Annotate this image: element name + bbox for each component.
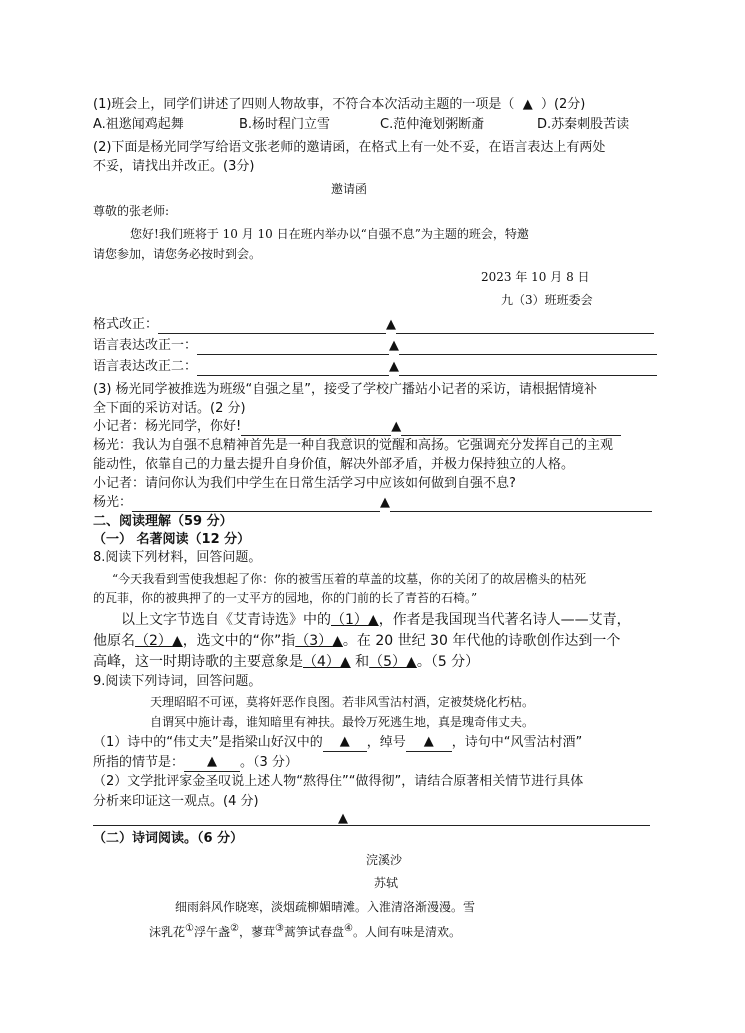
blank-5[interactable]: （5）▲ (369, 654, 417, 670)
question-1-stem: (1)班会上，同学们讲述了四则人物故事，不符合本次活动主题的一项是（ ▲ ）(2分) (93, 97, 586, 112)
footnote-mark: ① (185, 923, 194, 934)
answer-mark: ▲ (389, 338, 400, 353)
poem-title: 浣溪沙 (366, 853, 403, 867)
question-8-stem: 8.阅读下列材料，回答问题。 (93, 550, 262, 565)
letter-signer: 九（3）班班委会 (501, 293, 593, 307)
answer-blank[interactable] (158, 333, 386, 334)
answer-blank[interactable] (197, 354, 389, 355)
question-3-line: (3) 杨光同学被推选为班级“自强之星”，接受了学校广播站小记者的采访，请根据情境补 (93, 382, 598, 397)
blank-3[interactable]: （3）▲ (295, 633, 343, 649)
poem-line: 自谓冥中施计毒，谁知暗里有神扶。最怜万死逃生地，真是瑰奇伟丈夫。 (150, 715, 535, 729)
answer-mark: ▲ (389, 359, 400, 374)
poem-author: 苏轼 (374, 876, 399, 890)
interview-reporter-line: 小记者：请问你认为我们中学生在日常生活学习中应该如何做到自强不息? (93, 476, 516, 491)
poem-line: 沫乳花①浮午盏②，蓼茸③蒿笋试春盘④。人间有味是清欢。 (149, 923, 461, 939)
question-8-text: 以上文字节选自《艾青诗选》中的（1）▲，作者是我国现当代著名诗人——艾青， (121, 612, 631, 628)
letter-date: 2023 年 10 月 8 日 (481, 270, 590, 284)
answer-mark: ▲ (522, 97, 533, 112)
answer-mark: ▲ (391, 419, 402, 434)
interview-reporter-line: 小记者：杨光同学，你好! ▲ (93, 418, 621, 436)
answer-blank[interactable] (399, 375, 657, 376)
footnote-mark: ④ (343, 923, 353, 934)
question-1-option-b: B.杨时程门立雪 (239, 117, 331, 132)
blank-4[interactable]: （4）▲ (303, 654, 351, 670)
answer-blank[interactable]: ▲ (323, 733, 367, 752)
letter-title: 邀请函 (331, 182, 368, 196)
answer-blank[interactable] (396, 333, 654, 334)
language-fix-row-2: 语言表达改正二： ▲ (93, 358, 657, 376)
subsection-title: （一） 名著阅读（12 分） (93, 532, 251, 547)
format-fix-row: 格式改正： ▲ (93, 316, 654, 334)
question-9-part-2: （2）文学批评家金圣叹说上述人物“熬得住”“做得彻”，请结合原著相关情节进行具体 (93, 774, 584, 789)
footnote-mark: ③ (274, 923, 284, 934)
question-3-line: 全下面的采访对话。(2 分) (93, 401, 246, 416)
question-1-option-c: C.范仲淹划粥断齑 (380, 117, 485, 132)
answer-blank[interactable] (197, 375, 389, 376)
question-2-line: (2)下面是杨光同学写给语文张老师的邀请函，在格式上有一处不妥，在语言表达上有两处 (93, 140, 606, 155)
footnote-mark: ② (230, 923, 239, 934)
answer-blank[interactable]: ▲ (406, 733, 452, 752)
interview-answer-line: 杨光： ▲ (93, 494, 652, 512)
question-8-text: 高峰，这一时期诗歌的主要意象是（4）▲ 和（5）▲。（5 分） (93, 654, 480, 670)
letter-greeting: 尊敬的张老师: (93, 204, 170, 218)
question-9-stem: 9.阅读下列诗词，回答问题。 (93, 674, 262, 689)
question-1-option-a: A.祖逖闻鸡起舞 (93, 117, 184, 132)
answer-blank[interactable] (390, 511, 652, 512)
poem-line: 天理昭昭不可诬，莫将奸恶作良图。若非风雪沽村酒，定被焚烧化朽枯。 (150, 695, 535, 709)
answer-mark: ▲ (380, 495, 391, 510)
question-2-line: 不妥，请找出并改正。(3分) (93, 159, 255, 174)
section-title: 二、阅读理解（59 分） (93, 514, 233, 529)
question-8-text: 他原名（2）▲，选文中的“你”指（3）▲。在 20 世纪 30 年代他的诗歌创作达到一个 (93, 633, 621, 649)
answer-line[interactable] (93, 825, 650, 826)
answer-mark: ▲ (338, 811, 348, 826)
answer-blank[interactable]: ▲ (184, 753, 240, 772)
language-fix-row-1: 语言表达改正一： ▲ (93, 337, 657, 355)
interview-answer-line: 能动性，依靠自己的力量去提升自身价值，解决外部矛盾，并极力保持独立的人格。 (93, 457, 575, 472)
letter-body: 请您参加，请您务必按时到会。 (93, 247, 262, 261)
answer-blank[interactable] (132, 511, 380, 512)
quote-line: “今天我看到雪使我想起了你：你的被雪压着的草盖的坟墓，你的关闭了的故居檐头的枯死 (112, 572, 587, 586)
answer-blank[interactable] (399, 354, 657, 355)
quote-line: 的瓦菲，你的被典押了的一丈平方的园地，你的门前的长了青苔的石椅。” (93, 591, 478, 605)
blank-2[interactable]: （2）▲ (135, 633, 183, 649)
answer-blank[interactable] (401, 435, 621, 436)
interview-answer-line: 杨光：我认为自强不息精神首先是一种自我意识的觉醒和高扬。它强调充分发挥自己的主观 (93, 438, 614, 453)
letter-body: 您好!我们班将于 10 月 10 日在班内举办以“自强不息”为主题的班会，特邀 (130, 227, 529, 241)
subsection-title: （二）诗词阅读。（6 分） (93, 831, 244, 846)
poem-line: 细雨斜风作晓寒，淡烟疏柳媚晴滩。入淮清洛渐漫漫。雪 (175, 900, 476, 914)
answer-mark: ▲ (386, 317, 397, 332)
question-9-part-1: 所指的情节是： ▲ 。（3 分） (93, 754, 298, 770)
answer-blank[interactable] (241, 435, 391, 436)
question-9-part-2: 分析来印证这一观点。(4 分) (93, 794, 259, 809)
blank-1[interactable]: （1）▲ (331, 612, 379, 628)
question-1-option-d: D.苏秦刺股苦读 (537, 117, 630, 132)
question-9-part-1: （1）诗中的“伟丈夫”是指梁山好汉中的 ▲ ，绰号 ▲ ，诗句中“风雪沽村酒” (93, 734, 583, 750)
